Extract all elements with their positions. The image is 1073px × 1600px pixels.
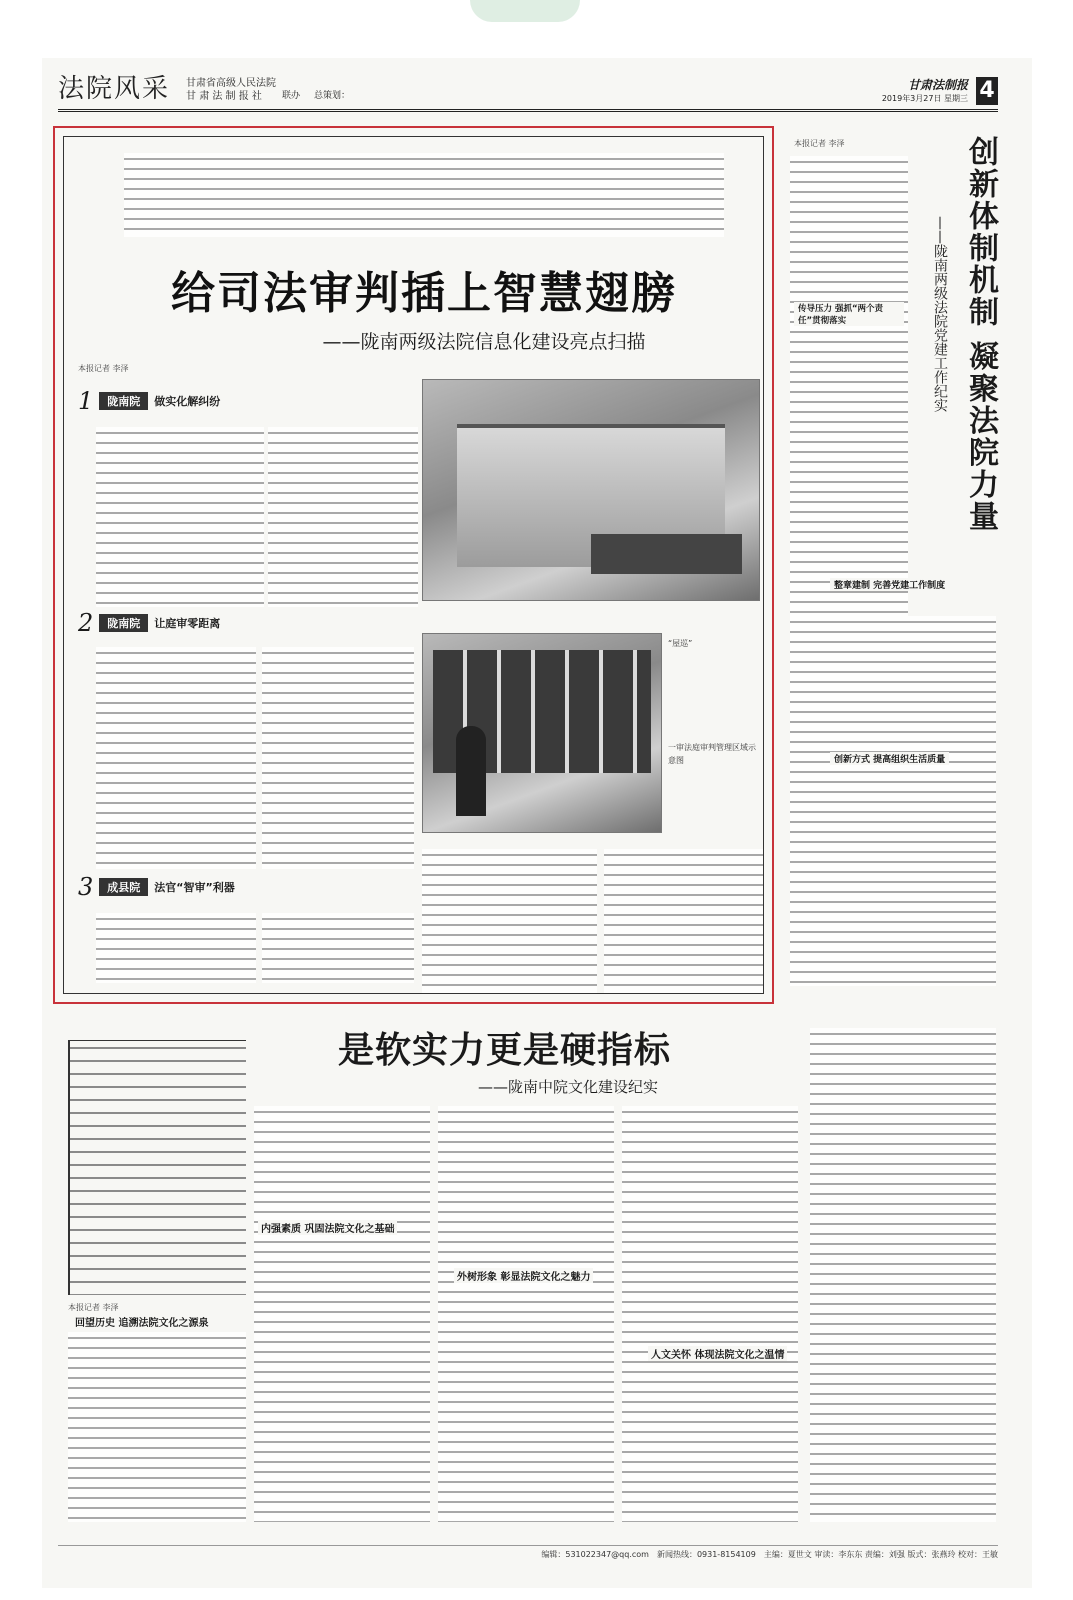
paper-name: 甘肃法制报	[907, 78, 968, 92]
feature-byline: 本报记者 李泽	[78, 364, 129, 373]
side-heading-2: 整章建制 完善党建工作制度	[830, 578, 949, 591]
photo-caption-bottom	[668, 741, 760, 767]
section-3-text-col1	[96, 913, 256, 983]
section-2-text-col1	[96, 647, 256, 869]
section-2-text-col4	[604, 849, 764, 994]
judge-bench	[591, 534, 742, 574]
feature-inner-frame	[63, 136, 764, 994]
org-court: 甘肃省高级人民法院	[186, 78, 277, 89]
organizers	[186, 77, 276, 109]
masthead	[58, 70, 998, 112]
section-2-head	[78, 609, 220, 637]
bottom-col3-text	[438, 1106, 614, 1522]
bottom-heading-1: 回望历史 追溯法院文化之源泉	[72, 1314, 211, 1329]
section-1-text-col2	[268, 427, 418, 607]
joint-label: 联办	[282, 91, 301, 101]
section-2-tag: 陇南院	[99, 614, 148, 632]
staff-figure	[456, 726, 486, 816]
section-1-title: 做实化解纠纷	[154, 395, 221, 408]
section-2-title: 让庭审零距离	[154, 617, 221, 630]
exhibit-photo	[422, 633, 662, 833]
bottom-heading-3: 外树形象 彰显法院文化之魅力	[454, 1268, 593, 1283]
side-article	[790, 126, 998, 1006]
section-3-title: 法官“智审”利器	[154, 881, 235, 894]
side-heading-3: 创新方式 提高组织生活质量	[830, 752, 949, 765]
section-2-text-col2	[262, 647, 414, 869]
bottom-col2-text	[254, 1106, 430, 1522]
section-1-text-col1	[96, 427, 264, 607]
bottom-heading-2: 内强素质 巩固法院文化之基础	[258, 1220, 397, 1235]
editor-box: 总策划：	[314, 91, 351, 101]
feature-article	[53, 126, 774, 1004]
side-subtitle: ——陇南两级法院党建工作纪实	[932, 216, 948, 412]
section-2-text-col3	[422, 849, 597, 994]
bottom-col5-text	[810, 1028, 996, 1522]
feature-headline: 给司法审判插上智慧翅膀	[171, 268, 677, 319]
section-3-tag: 成县院	[99, 878, 148, 896]
caption-bottom-text: 一审法庭审判管理区域示意图	[668, 743, 756, 765]
section-1-tag: 陇南院	[99, 392, 148, 410]
paper-info	[882, 76, 968, 109]
section-name: 法院风采	[58, 74, 171, 104]
bottom-col4-text	[622, 1106, 798, 1522]
side-heading-1: 传导压力 强抓“两个责任”贯彻落实	[794, 302, 904, 326]
bottom-lead-box	[68, 1040, 246, 1295]
section-3-head	[78, 873, 235, 901]
top-decoration	[470, 0, 580, 22]
caption-top-text: “屋巡”	[668, 639, 693, 648]
page-footer: 编辑：531022347@qq.com 新闻热线：0931-8154109 主编：夏世文 审读：李东东 责编：刘强 版式：张燕玲 校对：王敏	[58, 1545, 998, 1560]
section-3-number: 3	[78, 873, 94, 901]
bottom-col1-text	[68, 1332, 246, 1522]
bottom-title: 是软实力更是硬指标	[338, 1029, 672, 1071]
side-text-bottom	[790, 616, 996, 986]
section-1-head	[78, 387, 220, 415]
side-title: 创新体制机制 凝聚法院力量	[963, 136, 998, 533]
side-byline: 本报记者 李泽	[794, 139, 845, 148]
bottom-heading-4: 人文关怀 体现法院文化之温情	[648, 1346, 787, 1361]
bottom-byline: 本报记者 李泽	[68, 1303, 119, 1312]
page-number: 4	[976, 77, 998, 105]
photo-caption-top	[668, 637, 760, 650]
section-3-text-col2	[262, 913, 414, 983]
lead-paragraph	[124, 153, 724, 237]
side-text-top	[790, 156, 908, 616]
feature-subhead: ——陇南两级法院信息化建设亮点扫描	[322, 331, 646, 353]
bottom-subtitle: ——陇南中院文化建设纪实	[478, 1078, 659, 1096]
issue-date: 2019年3月27日 星期三	[881, 94, 968, 103]
bottom-article	[58, 1010, 998, 1530]
section-1-number: 1	[78, 387, 94, 415]
courtroom-photo	[422, 379, 760, 601]
section-2-number: 2	[78, 609, 94, 637]
org-paper: 甘 肃 法 制 报 社	[186, 91, 262, 102]
